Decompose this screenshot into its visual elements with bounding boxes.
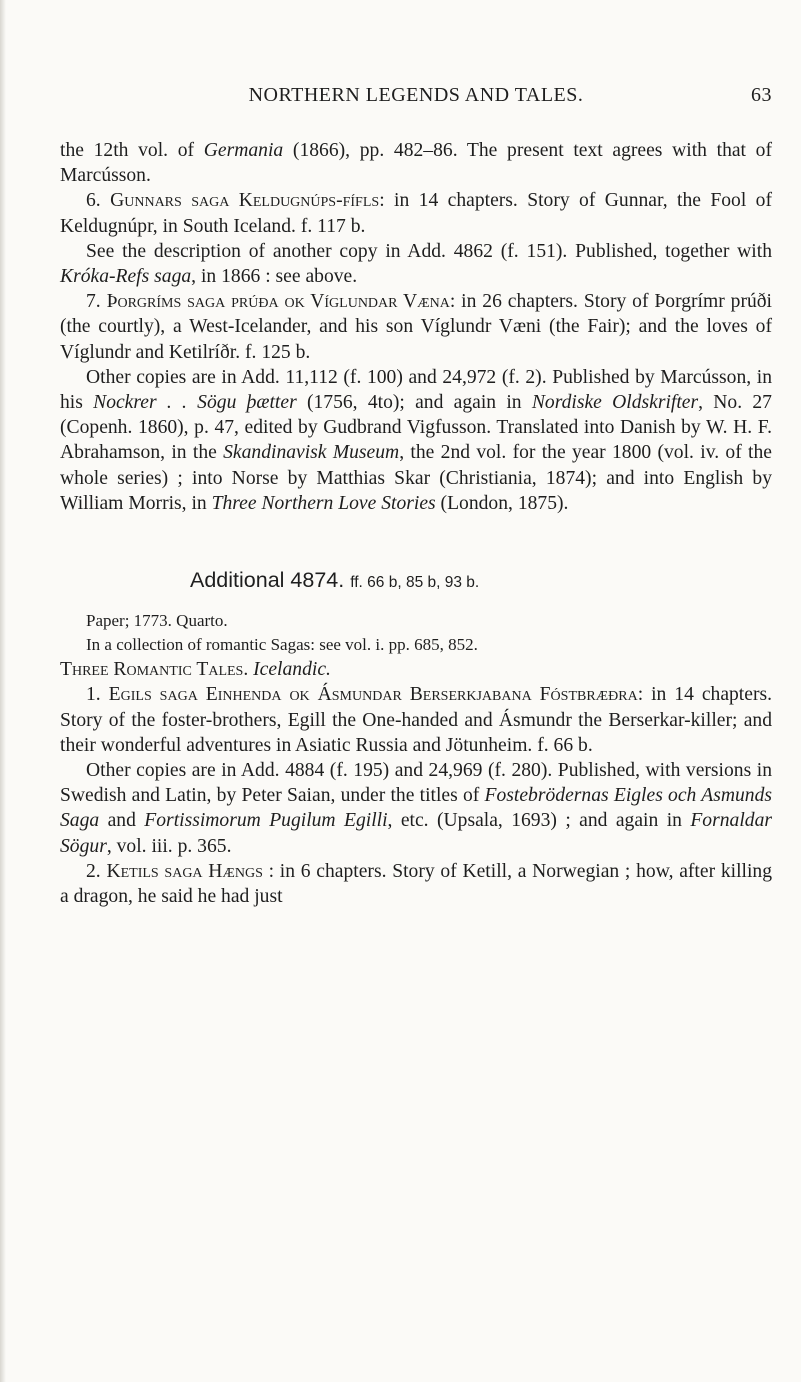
additional-heading-line xyxy=(60,568,772,595)
section-title-italic: Icelandic. xyxy=(253,659,331,681)
text: : in 26 chapters. Story of Þorgrímr prúði (the courtly), a West-Icelander, and his son Víglundr Væni (the Fair); and the loves of Víglundr and Ketilríðr. f. 125 b. xyxy=(60,291,773,363)
entry-6-see xyxy=(60,239,772,289)
text: the 12th vol. of xyxy=(60,140,204,161)
entry-number: 6. xyxy=(86,190,111,212)
text: : in 14 chapters. Story of Gunnar, the Fool of Keldugnúpr, in South Iceland. f. 117 b. xyxy=(60,190,772,237)
saga-title: Þorgríms saga prúða ok Víglundar Væna xyxy=(106,291,450,313)
text: , etc. (Upsala, 1693) ; and again in xyxy=(387,810,691,832)
entry-number: 1. xyxy=(86,684,109,706)
text: (London, 1875). xyxy=(435,492,569,514)
section-title xyxy=(60,657,772,682)
spacer xyxy=(60,516,772,568)
text: Other copies are in Add. 11,112 (f. 100) and 24,972 (f. 2). Published by Marcússon, in his xyxy=(60,366,772,414)
text: : in 6 chapters. Story of Ketill, a Norwegian ; how, after killing a dragon, he said he had just xyxy=(60,860,772,908)
entry-number: 7. xyxy=(86,291,107,313)
italic-title: Króka-Refs saga xyxy=(60,266,192,288)
italic-title: Skandinavisk Museum xyxy=(223,442,400,464)
text: and xyxy=(99,810,145,832)
text: , vol. iii. p. 365. xyxy=(106,835,232,857)
text: (1866), pp. 482–86. The present text agrees with that of Marcússon. xyxy=(60,140,773,187)
text: Other copies are in Add. 4884 (f. 195) and 24,969 (f. 280). Published, with versions in Swedish and Latin, by Peter Saian, under the titles of xyxy=(60,760,772,807)
folio-list: ff. 66 b, 85 b, 93 b. xyxy=(350,574,480,592)
italic-title: Three Northern Love Stories xyxy=(211,492,436,514)
page-number: 63 xyxy=(751,84,772,106)
text: , in 1866 : see above. xyxy=(191,266,358,288)
italic-title: Nordiske Oldskrifter xyxy=(531,392,699,414)
saga-title: Gunnars saga Keldugnúps-fífls xyxy=(110,190,380,212)
page-edge-shadow xyxy=(0,0,6,1382)
text: (1756, 4to); and again in xyxy=(296,392,532,414)
italic-title: Fostebrödernas Eigles och Asmunds Saga xyxy=(60,785,772,832)
italic-title: Germania xyxy=(203,140,284,161)
text: : in 14 chapters. Story of the foster-brothers, Egill the One-handed and Ásmundr the Berserkar-killer; and their wonderful adventures in Asiatic Russia and Jötunheim. f. 66 b. xyxy=(60,684,772,756)
running-title: NORTHERN LEGENDS AND TALES. xyxy=(248,84,584,106)
italic-title: Fornaldar Sögur xyxy=(60,810,772,857)
section-title-caps: Three Romantic Tales. xyxy=(60,659,249,681)
italic-title: Fortissimorum Pugilum Egilli xyxy=(144,810,388,832)
italic-title: Nockrer . . Sögu þætter xyxy=(93,392,297,414)
entry-2 xyxy=(60,859,772,909)
entry-7 xyxy=(60,289,772,365)
entry-7-other xyxy=(60,365,772,516)
entry-number: 2. xyxy=(86,860,107,882)
manuscript-collection: In a collection of romantic Sagas: see vol. i. pp. 685, 852. xyxy=(86,635,478,655)
text: , the 2nd vol. for the year 1800 (vol. iv. of the whole series) ; into Norse by Matthias Skar (Christiania, 1874); and into English by William Morris, in xyxy=(60,442,772,514)
saga-title: Ketils saga Hængs xyxy=(106,860,263,882)
running-header xyxy=(60,84,772,118)
paragraph-germania xyxy=(60,138,772,188)
entry-1 xyxy=(60,682,772,758)
entry-6 xyxy=(60,188,772,238)
manuscript-paper: Paper; 1773. Quarto. xyxy=(86,611,228,631)
saga-title: Egils saga Einhenda ok Ásmundar Berserkjabana Fóstbræðra xyxy=(108,684,638,706)
text: See the description of another copy in Add. 4862 (f. 151). Published, together with xyxy=(86,240,772,262)
entry-1-other xyxy=(60,758,772,859)
manuscript-heading: Additional 4874. xyxy=(190,568,345,593)
text: , No. 27 (Copenh. 1860), p. 47, edited by Gudbrand Vigfusson. Translated into Danish by W. H. F. Abrahamson, in the xyxy=(60,392,772,464)
page-body xyxy=(60,138,772,909)
